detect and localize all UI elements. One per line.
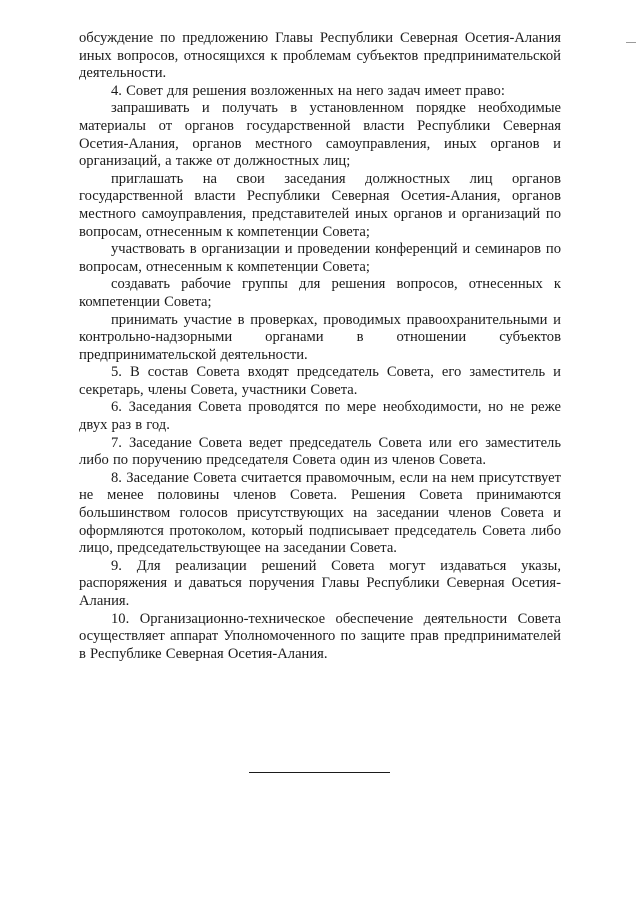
paragraph-right-conferences: участвовать в организации и проведении конференций и семинаров по вопросам, отнесенным к компетенции Совета; — [79, 241, 561, 275]
paragraph-item-10: 10. Организационно-техническое обеспечение деятельности Совета осуществляет аппарат Уполномоченного по защите прав предпринимателей в Республике Северная Осетия-Алания. — [79, 610, 561, 662]
paragraph-item-7: 7. Заседание Совета ведет председатель Совета или его заместитель либо по поручению председателя Совета один из членов Совета. — [79, 434, 561, 469]
paragraph-continuation: обсуждение по предложению Главы Республики Северная Осетия-Алания иных вопросов, относящихся к проблемам субъектов предпринимательской деятельности. — [79, 30, 561, 82]
paragraph-item-5: 5. В состав Совета входят председатель Совета, его заместитель и секретарь, члены Совета, участники Совета. — [79, 364, 561, 398]
closing-separator-line — [249, 772, 390, 773]
document-body — [79, 30, 561, 663]
paragraph-item-4: 4. Совет для решения возложенных на него задач имеет право: — [111, 82, 505, 99]
scan-edge-mark — [626, 42, 636, 43]
paragraph-right-working-groups: создавать рабочие группы для решения вопросов, отнесенных к компетенции Совета; — [79, 276, 561, 310]
paragraph-right-invite: приглашать на свои заседания должностных лиц органов государственной власти Республики Северная Осетия-Алания, органов местного самоуправления, представителей иных органов и организаций по вопросам, отнесенным к компетенции Совета; — [79, 170, 561, 240]
paragraph-item-6: 6. Заседания Совета проводятся по мере необходимости, но не реже двух раз в год. — [79, 399, 561, 434]
paragraph-right-request: запрашивать и получать в установленном порядке необходимые материалы от органов государственной власти Республики Северная Осетия-Алания, органов местного самоуправления, иных органов и организаций, а также от должностных лиц; — [79, 100, 561, 170]
paragraph-right-inspections: принимать участие в проверках, проводимых правоохранительными и контрольно-надзорными органами в отношении субъектов предпринимательской деятельности. — [79, 311, 561, 363]
paragraph-item-9: 9. Для реализации решений Совета могут издаваться указы, распоряжения и даваться поручения Главы Республики Северная Осетия-Алания. — [79, 557, 561, 609]
paragraph-item-8: 8. Заседание Совета считается правомочным, если на нем присутствует не менее половины членов Совета. Решения Совета принимаются большинством голосов присутствующих на заседании членов Совета и оформляются протоколом, который подписывает председатель Совета либо лицо, председательствующее на заседании Совета. — [79, 469, 561, 557]
